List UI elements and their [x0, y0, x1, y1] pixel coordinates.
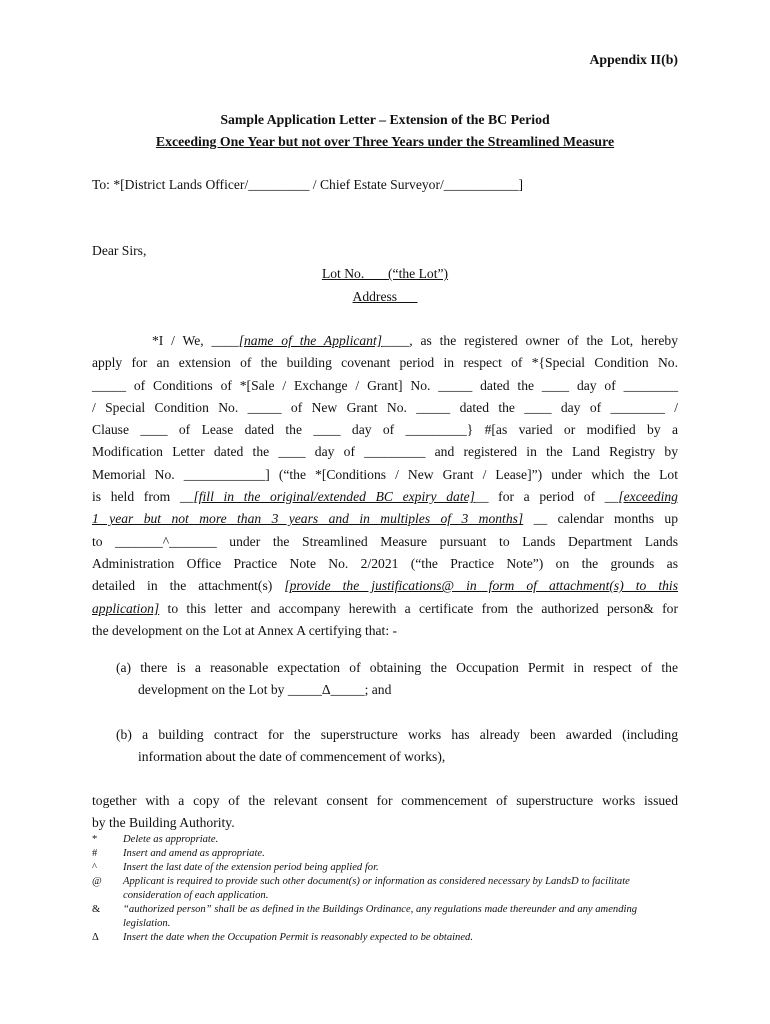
lot-line-text: Lot No. (“the Lot”)	[321, 266, 449, 281]
para-line: Memorial No. ____________] (“the *[Conditions / New Grant / Lease]”) under which the Lot	[92, 466, 678, 482]
para-text: is held from __	[92, 489, 194, 505]
consent-paragraph	[92, 790, 678, 835]
para-line	[92, 330, 678, 352]
justification-placeholder-cont: application]	[92, 600, 160, 616]
item-a-line1: (a) there is a reasonable expectation of obtaining the Occupation Permit in respect of the	[116, 660, 678, 675]
footnote-text: Insert and amend as appropriate.	[123, 848, 265, 859]
letter-title: Sample Application Letter – Extension of the BC Period	[220, 112, 550, 127]
consent-line2: by the Building Authority.	[92, 815, 235, 831]
para-line	[92, 508, 678, 530]
address-line-text: Address	[352, 289, 418, 304]
para-text: *I / We, ____	[152, 333, 239, 348]
consent-line1: together with a copy of the relevant consent for commencement of superstructure works issued	[92, 793, 678, 808]
footnote	[92, 875, 682, 903]
footnote-text: Insert the date when the Occupation Permit is reasonably expected to be obtained.	[123, 932, 473, 943]
footnote-symbol: &	[92, 904, 101, 915]
addressee-line: To: *[District Lands Officer/_________ / Chief Estate Surveyor/___________]	[92, 177, 524, 192]
para-line	[92, 598, 678, 620]
footnote-text: “authorized person” shall be as defined in the Buildings Ordinance, any regulations made thereunder and any amending legislation.	[123, 904, 638, 929]
para-line	[92, 486, 678, 508]
footnote-symbol: @	[92, 876, 102, 887]
appendix-label: Appendix II(b)	[589, 52, 678, 67]
application-paragraph	[92, 330, 678, 642]
footnote-symbol: #	[92, 848, 98, 859]
applicant-name-placeholder: [name of the Applicant]	[238, 333, 383, 348]
item-a-line2: development on the Lot by _____Δ_____; and	[138, 682, 392, 698]
footnote	[92, 931, 682, 945]
footnotes	[92, 833, 682, 945]
footnote-symbol: Δ	[92, 932, 99, 943]
para-line: Administration Office Practice Note No. 2/2021 (“the Practice Note”) on the grounds as	[92, 555, 678, 571]
period-placeholder-cont: 1 year but not more than 3 years and in multiples of 3 months]	[92, 511, 524, 527]
salutation: Dear Sirs,	[92, 243, 147, 258]
condition-item-b	[116, 724, 678, 769]
lot-line	[0, 266, 770, 282]
justification-placeholder: [provide the justifications@ in form of attachment(s) to this	[284, 578, 679, 594]
para-line	[92, 575, 678, 597]
para-line: / Special Condition No. _____ of New Grant No. _____ dated the ____ day of ________ /	[92, 399, 678, 415]
para-line: the development on the Lot at Annex A certifying that: -	[92, 622, 398, 638]
period-placeholder: [exceeding	[618, 489, 678, 505]
para-line: to _______^_______ under the Streamlined Measure pursuant to Lands Department Lands	[92, 533, 678, 549]
para-text: ____, as the registered owner of the Lot, hereby	[382, 333, 678, 348]
footnote-symbol: *	[92, 834, 98, 845]
condition-item-a	[116, 657, 678, 702]
footnote-text: Insert the last date of the extension period being applied for.	[123, 862, 379, 873]
footnote	[92, 861, 682, 875]
footnote	[92, 833, 682, 847]
letter-subtitle: Exceeding One Year but not over Three Years under the Streamlined Measure	[155, 134, 615, 149]
para-line: Modification Letter dated the ____ day of _________ and registered in the Land Registry by	[92, 444, 678, 460]
footnote	[92, 847, 682, 861]
para-line: _____ of Conditions of *[Sale / Exchange / Grant] No. _____ dated the ____ day of ________	[92, 377, 678, 393]
para-line: apply for an extension of the building covenant period in respect of *{Special Condition No.	[92, 355, 678, 371]
footnote-text: Delete as appropriate.	[123, 834, 219, 845]
para-text: __ for a period of __	[474, 489, 619, 505]
expiry-date-placeholder: [fill in the original/extended BC expiry date]	[193, 489, 475, 505]
para-text: __ calendar months up	[523, 511, 678, 527]
para-text: to this letter and accompany herewith a certificate from the authorized person& for	[159, 600, 678, 616]
footnote-text: Applicant is required to provide such other document(s) or information as considered necessary by LandsD to facilitate consideration of each application.	[123, 876, 630, 901]
address-line	[0, 289, 770, 305]
footnote	[92, 903, 682, 931]
item-b-line2: information about the date of commencement of works),	[138, 749, 446, 765]
item-b-line1: (b) a building contract for the superstructure works has already been awarded (including	[116, 727, 678, 742]
para-line: Clause ____ of Lease dated the ____ day of _________} #[as varied or modified by a	[92, 422, 678, 438]
para-text: detailed in the attachment(s)	[92, 578, 285, 594]
footnote-symbol: ^	[92, 862, 97, 873]
